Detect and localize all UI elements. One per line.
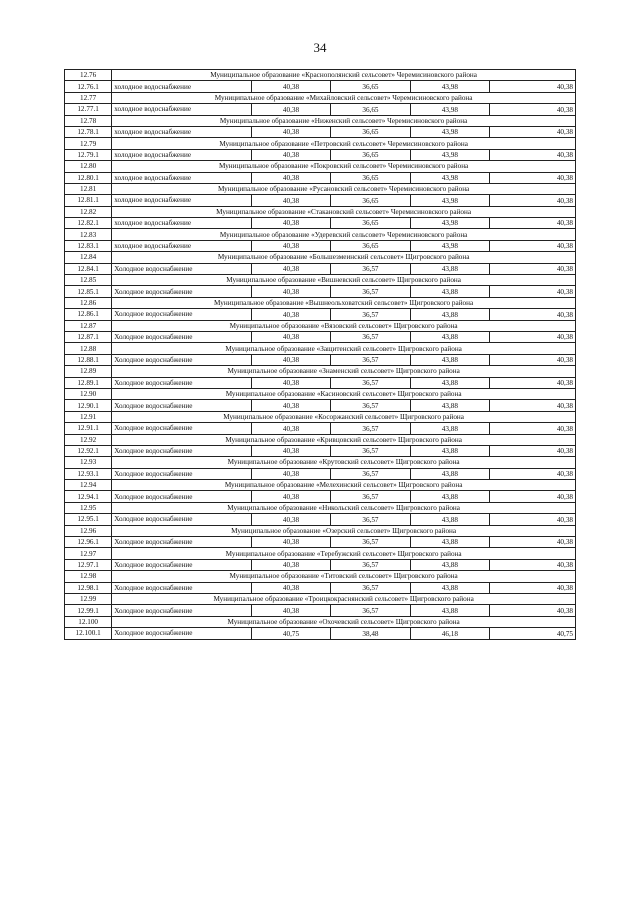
municipality-title: Муниципальное образование «Вязовский сельсовет» Щигровского района xyxy=(112,320,576,331)
service-name: Холодное водоснабжение xyxy=(112,559,252,570)
tariff-row xyxy=(65,263,576,274)
tariff-value-4: 40,38 xyxy=(490,491,576,502)
row-code: 12.79 xyxy=(65,138,112,149)
tariff-value-2: 36,57 xyxy=(331,309,410,320)
tariff-value-1: 40,38 xyxy=(251,240,330,251)
tariff-row xyxy=(65,445,576,456)
tariff-value-2: 36,65 xyxy=(331,104,410,115)
tariff-value-1: 40,75 xyxy=(251,628,330,639)
row-code: 12.94 xyxy=(65,480,112,491)
municipality-title: Муниципальное образование «Охочевский сельсовет» Щигровского района xyxy=(112,616,576,627)
tariff-row xyxy=(65,605,576,616)
tariff-value-3: 43,88 xyxy=(410,514,489,525)
row-code: 12.96.1 xyxy=(65,537,112,548)
row-code: 12.77.1 xyxy=(65,104,112,115)
municipality-header-row xyxy=(65,297,576,308)
tariff-value-4: 40,38 xyxy=(490,537,576,548)
tariff-value-2: 36,57 xyxy=(331,514,410,525)
municipality-header-row xyxy=(65,70,576,81)
tariff-row xyxy=(65,286,576,297)
municipality-title: Муниципальное образование «Касиновский сельсовет» Щигровского района xyxy=(112,388,576,399)
tariff-value-4: 40,38 xyxy=(490,331,576,342)
municipality-title: Муниципальное образование «Теребужский сельсовет» Щигровского района xyxy=(112,548,576,559)
tariff-value-2: 36,65 xyxy=(331,81,410,92)
tariff-row xyxy=(65,400,576,411)
service-name: Холодное водоснабжение xyxy=(112,286,252,297)
row-code: 12.94.1 xyxy=(65,491,112,502)
tariff-row xyxy=(65,172,576,183)
tariff-table xyxy=(64,69,576,640)
municipality-title: Муниципальное образование «Косоржанский сельсовет» Щигровского района xyxy=(112,411,576,422)
tariff-value-4: 40,38 xyxy=(490,377,576,388)
tariff-value-3: 43,88 xyxy=(410,354,489,365)
municipality-header-row xyxy=(65,115,576,126)
tariff-value-1: 40,38 xyxy=(251,605,330,616)
service-name: холодное водоснабжение xyxy=(112,240,252,251)
municipality-header-row xyxy=(65,252,576,263)
municipality-title: Муниципальное образование «Михайловский сельсовет» Черемисиновского района xyxy=(112,92,576,103)
row-code: 12.92 xyxy=(65,434,112,445)
tariff-value-1: 40,38 xyxy=(251,514,330,525)
tariff-row xyxy=(65,628,576,639)
tariff-value-4: 40,38 xyxy=(490,354,576,365)
row-code: 12.98.1 xyxy=(65,582,112,593)
tariff-value-1: 40,38 xyxy=(251,445,330,456)
municipality-header-row xyxy=(65,138,576,149)
municipality-header-row xyxy=(65,480,576,491)
tariff-value-4: 40,38 xyxy=(490,126,576,137)
tariff-value-1: 40,38 xyxy=(251,172,330,183)
service-name: Холодное водоснабжение xyxy=(112,400,252,411)
municipality-header-row xyxy=(65,457,576,468)
tariff-table-body xyxy=(65,70,576,640)
row-code: 12.84.1 xyxy=(65,263,112,274)
tariff-value-4: 40,38 xyxy=(490,286,576,297)
tariff-value-3: 43,88 xyxy=(410,400,489,411)
tariff-value-1: 40,38 xyxy=(251,309,330,320)
tariff-row xyxy=(65,104,576,115)
municipality-title: Муниципальное образование «Ниженский сельсовет» Черемисиновского района xyxy=(112,115,576,126)
tariff-value-3: 43,98 xyxy=(410,195,489,206)
row-code: 12.97.1 xyxy=(65,559,112,570)
municipality-header-row xyxy=(65,548,576,559)
municipality-header-row xyxy=(65,229,576,240)
tariff-value-1: 40,38 xyxy=(251,104,330,115)
municipality-header-row xyxy=(65,206,576,217)
tariff-value-4: 40,38 xyxy=(490,605,576,616)
tariff-value-3: 43,88 xyxy=(410,263,489,274)
tariff-value-2: 36,57 xyxy=(331,354,410,365)
row-code: 12.84 xyxy=(65,252,112,263)
tariff-value-3: 43,98 xyxy=(410,240,489,251)
tariff-value-4: 40,38 xyxy=(490,559,576,570)
tariff-value-2: 36,65 xyxy=(331,172,410,183)
municipality-header-row xyxy=(65,593,576,604)
row-code: 12.87.1 xyxy=(65,331,112,342)
tariff-row xyxy=(65,491,576,502)
row-code: 12.87 xyxy=(65,320,112,331)
municipality-header-row xyxy=(65,320,576,331)
service-name: холодное водоснабжение xyxy=(112,218,252,229)
service-name: Холодное водоснабжение xyxy=(112,309,252,320)
municipality-header-row xyxy=(65,183,576,194)
tariff-value-1: 40,38 xyxy=(251,263,330,274)
tariff-value-4: 40,38 xyxy=(490,81,576,92)
tariff-value-3: 43,98 xyxy=(410,81,489,92)
municipality-title: Муниципальное образование «Краснополянский сельсовет» Черемисиновского района xyxy=(112,70,576,81)
tariff-value-3: 43,88 xyxy=(410,537,489,548)
row-code: 12.83.1 xyxy=(65,240,112,251)
tariff-value-1: 40,38 xyxy=(251,423,330,434)
tariff-row xyxy=(65,149,576,160)
tariff-value-3: 43,88 xyxy=(410,309,489,320)
service-name: Холодное водоснабжение xyxy=(112,582,252,593)
tariff-row xyxy=(65,559,576,570)
row-code: 12.88.1 xyxy=(65,354,112,365)
tariff-value-4: 40,38 xyxy=(490,104,576,115)
tariff-value-2: 36,57 xyxy=(331,605,410,616)
municipality-title: Муниципальное образование «Удеревский сельсовет» Черемисиновского района xyxy=(112,229,576,240)
tariff-value-1: 40,38 xyxy=(251,377,330,388)
row-code: 12.81 xyxy=(65,183,112,194)
tariff-value-1: 40,38 xyxy=(251,354,330,365)
service-name: Холодное водоснабжение xyxy=(112,445,252,456)
tariff-value-3: 43,88 xyxy=(410,286,489,297)
municipality-header-row xyxy=(65,571,576,582)
row-code: 12.80.1 xyxy=(65,172,112,183)
municipality-title: Муниципальное образование «Кривцовский сельсовет» Щигровского района xyxy=(112,434,576,445)
municipality-title: Муниципальное образование «Крутовский сельсовет» Щигровского района xyxy=(112,457,576,468)
service-name: холодное водоснабжение xyxy=(112,81,252,92)
page-number: 34 xyxy=(313,40,327,55)
service-name: холодное водоснабжение xyxy=(112,195,252,206)
row-code: 12.88 xyxy=(65,343,112,354)
row-code: 12.93.1 xyxy=(65,468,112,479)
row-code: 12.78.1 xyxy=(65,126,112,137)
tariff-value-2: 36,65 xyxy=(331,126,410,137)
tariff-value-3: 43,88 xyxy=(410,377,489,388)
tariff-row xyxy=(65,309,576,320)
row-code: 12.80 xyxy=(65,161,112,172)
tariff-value-2: 36,57 xyxy=(331,400,410,411)
row-code: 12.100 xyxy=(65,616,112,627)
row-code: 12.99 xyxy=(65,593,112,604)
row-code: 12.96 xyxy=(65,525,112,536)
tariff-value-2: 36,57 xyxy=(331,263,410,274)
tariff-value-3: 43,98 xyxy=(410,104,489,115)
municipality-title: Муниципальное образование «Стакановский сельсовет» Черемисиновского района xyxy=(112,206,576,217)
tariff-value-4: 40,75 xyxy=(490,628,576,639)
municipality-header-row xyxy=(65,411,576,422)
tariff-value-4: 40,38 xyxy=(490,468,576,479)
tariff-value-4: 40,38 xyxy=(490,149,576,160)
municipality-title: Муниципальное образование «Покровский сельсовет» Черемисиновского района xyxy=(112,161,576,172)
tariff-value-4: 40,38 xyxy=(490,400,576,411)
tariff-value-2: 36,57 xyxy=(331,537,410,548)
row-code: 12.85 xyxy=(65,275,112,286)
service-name: Холодное водоснабжение xyxy=(112,423,252,434)
service-name: Холодное водоснабжение xyxy=(112,377,252,388)
municipality-title: Муниципальное образование «Вышнеольховатский сельсовет» Щигровского района xyxy=(112,297,576,308)
tariff-value-3: 43,88 xyxy=(410,445,489,456)
municipality-header-row xyxy=(65,388,576,399)
row-code: 12.76.1 xyxy=(65,81,112,92)
municipality-title: Муниципальное образование «Никольский сельсовет» Щигровского района xyxy=(112,502,576,513)
tariff-value-4: 40,38 xyxy=(490,445,576,456)
service-name: Холодное водоснабжение xyxy=(112,514,252,525)
row-code: 12.90 xyxy=(65,388,112,399)
tariff-value-1: 40,38 xyxy=(251,537,330,548)
tariff-value-3: 43,88 xyxy=(410,559,489,570)
row-code: 12.91 xyxy=(65,411,112,422)
tariff-value-3: 43,98 xyxy=(410,149,489,160)
tariff-value-2: 36,57 xyxy=(331,331,410,342)
tariff-value-1: 40,38 xyxy=(251,126,330,137)
tariff-value-1: 40,38 xyxy=(251,468,330,479)
tariff-value-3: 43,98 xyxy=(410,172,489,183)
row-code: 12.86 xyxy=(65,297,112,308)
row-code: 12.79.1 xyxy=(65,149,112,160)
tariff-value-3: 43,88 xyxy=(410,423,489,434)
row-code: 12.95 xyxy=(65,502,112,513)
tariff-value-2: 36,57 xyxy=(331,468,410,479)
tariff-value-4: 40,38 xyxy=(490,514,576,525)
tariff-value-3: 43,88 xyxy=(410,331,489,342)
row-code: 12.95.1 xyxy=(65,514,112,525)
tariff-value-2: 36,57 xyxy=(331,286,410,297)
tariff-row xyxy=(65,514,576,525)
tariff-row xyxy=(65,423,576,434)
municipality-header-row xyxy=(65,434,576,445)
tariff-value-4: 40,38 xyxy=(490,195,576,206)
tariff-row xyxy=(65,582,576,593)
municipality-title: Муниципальное образование «Троицкокраснянский сельсовет» Щигровского района xyxy=(112,593,576,604)
tariff-value-4: 40,38 xyxy=(490,263,576,274)
service-name: Холодное водоснабжение xyxy=(112,537,252,548)
tariff-value-2: 36,57 xyxy=(331,445,410,456)
municipality-title: Муниципальное образование «Защитенский сельсовет» Щигровского района xyxy=(112,343,576,354)
municipality-title: Муниципальное образование «Мелехинский сельсовет» Щигровского района xyxy=(112,480,576,491)
tariff-value-4: 40,38 xyxy=(490,423,576,434)
tariff-value-3: 43,98 xyxy=(410,126,489,137)
row-code: 12.76 xyxy=(65,70,112,81)
row-code: 12.89 xyxy=(65,366,112,377)
row-code: 12.89.1 xyxy=(65,377,112,388)
service-name: Холодное водоснабжение xyxy=(112,491,252,502)
municipality-header-row xyxy=(65,366,576,377)
row-code: 12.77 xyxy=(65,92,112,103)
service-name: Холодное водоснабжение xyxy=(112,263,252,274)
tariff-value-2: 36,57 xyxy=(331,423,410,434)
municipality-title: Муниципальное образование «Озерский сельсовет» Щигровского района xyxy=(112,525,576,536)
service-name: Холодное водоснабжение xyxy=(112,468,252,479)
tariff-value-4: 40,38 xyxy=(490,309,576,320)
tariff-value-1: 40,38 xyxy=(251,218,330,229)
row-code: 12.82.1 xyxy=(65,218,112,229)
tariff-row xyxy=(65,331,576,342)
row-code: 12.78 xyxy=(65,115,112,126)
row-code: 12.90.1 xyxy=(65,400,112,411)
row-code: 12.98 xyxy=(65,571,112,582)
row-code: 12.93 xyxy=(65,457,112,468)
tariff-value-4: 40,38 xyxy=(490,172,576,183)
row-code: 12.100.1 xyxy=(65,628,112,639)
tariff-row xyxy=(65,377,576,388)
row-code: 12.82 xyxy=(65,206,112,217)
row-code: 12.81.1 xyxy=(65,195,112,206)
service-name: Холодное водоснабжение xyxy=(112,354,252,365)
municipality-title: Муниципальное образование «Русановский сельсовет» Черемисиновского района xyxy=(112,183,576,194)
tariff-row xyxy=(65,240,576,251)
tariff-row xyxy=(65,468,576,479)
tariff-value-3: 46,18 xyxy=(410,628,489,639)
tariff-row xyxy=(65,537,576,548)
tariff-value-2: 36,57 xyxy=(331,582,410,593)
tariff-value-1: 40,38 xyxy=(251,286,330,297)
row-code: 12.99.1 xyxy=(65,605,112,616)
tariff-value-2: 36,57 xyxy=(331,559,410,570)
tariff-value-1: 40,38 xyxy=(251,331,330,342)
row-code: 12.92.1 xyxy=(65,445,112,456)
tariff-value-2: 38,48 xyxy=(331,628,410,639)
tariff-value-1: 40,38 xyxy=(251,81,330,92)
service-name: Холодное водоснабжение xyxy=(112,628,252,639)
tariff-row xyxy=(65,81,576,92)
tariff-value-1: 40,38 xyxy=(251,149,330,160)
municipality-header-row xyxy=(65,343,576,354)
tariff-row xyxy=(65,126,576,137)
row-code: 12.86.1 xyxy=(65,309,112,320)
service-name: холодное водоснабжение xyxy=(112,149,252,160)
tariff-value-3: 43,98 xyxy=(410,218,489,229)
row-code: 12.97 xyxy=(65,548,112,559)
tariff-value-1: 40,38 xyxy=(251,491,330,502)
service-name: холодное водоснабжение xyxy=(112,126,252,137)
municipality-title: Муниципальное образование «Петровский сельсовет» Черемисиновского района xyxy=(112,138,576,149)
tariff-value-3: 43,88 xyxy=(410,491,489,502)
tariff-value-4: 40,38 xyxy=(490,240,576,251)
tariff-value-3: 43,88 xyxy=(410,605,489,616)
municipality-title: Муниципальное образование «Знаменский сельсовет» Щигровского района xyxy=(112,366,576,377)
tariff-value-1: 40,38 xyxy=(251,559,330,570)
tariff-value-1: 40,38 xyxy=(251,400,330,411)
tariff-value-3: 43,88 xyxy=(410,582,489,593)
tariff-value-4: 40,38 xyxy=(490,218,576,229)
tariff-row xyxy=(65,195,576,206)
tariff-row xyxy=(65,218,576,229)
tariff-value-3: 43,88 xyxy=(410,468,489,479)
municipality-header-row xyxy=(65,161,576,172)
tariff-value-2: 36,65 xyxy=(331,195,410,206)
tariff-row xyxy=(65,354,576,365)
tariff-value-4: 40,38 xyxy=(490,582,576,593)
row-code: 12.91.1 xyxy=(65,423,112,434)
service-name: холодное водоснабжение xyxy=(112,172,252,183)
tariff-value-1: 40,38 xyxy=(251,582,330,593)
municipality-header-row xyxy=(65,525,576,536)
service-name: Холодное водоснабжение xyxy=(112,605,252,616)
tariff-value-2: 36,65 xyxy=(331,218,410,229)
tariff-value-2: 36,65 xyxy=(331,149,410,160)
service-name: холодное водоснабжение xyxy=(112,104,252,115)
municipality-header-row xyxy=(65,616,576,627)
municipality-title: Муниципальное образование «Титовский сельсовет» Щигровского района xyxy=(112,571,576,582)
municipality-title: Муниципальное образование «Большезмеинский сельсовет» Щигровского района xyxy=(112,252,576,263)
municipality-header-row xyxy=(65,502,576,513)
municipality-header-row xyxy=(65,275,576,286)
municipality-title: Муниципальное образование «Вишневский сельсовет» Щигровского района xyxy=(112,275,576,286)
service-name: Холодное водоснабжение xyxy=(112,331,252,342)
tariff-value-2: 36,57 xyxy=(331,491,410,502)
row-code: 12.83 xyxy=(65,229,112,240)
tariff-value-2: 36,65 xyxy=(331,240,410,251)
row-code: 12.85.1 xyxy=(65,286,112,297)
tariff-value-1: 40,38 xyxy=(251,195,330,206)
tariff-value-2: 36,57 xyxy=(331,377,410,388)
municipality-header-row xyxy=(65,92,576,103)
